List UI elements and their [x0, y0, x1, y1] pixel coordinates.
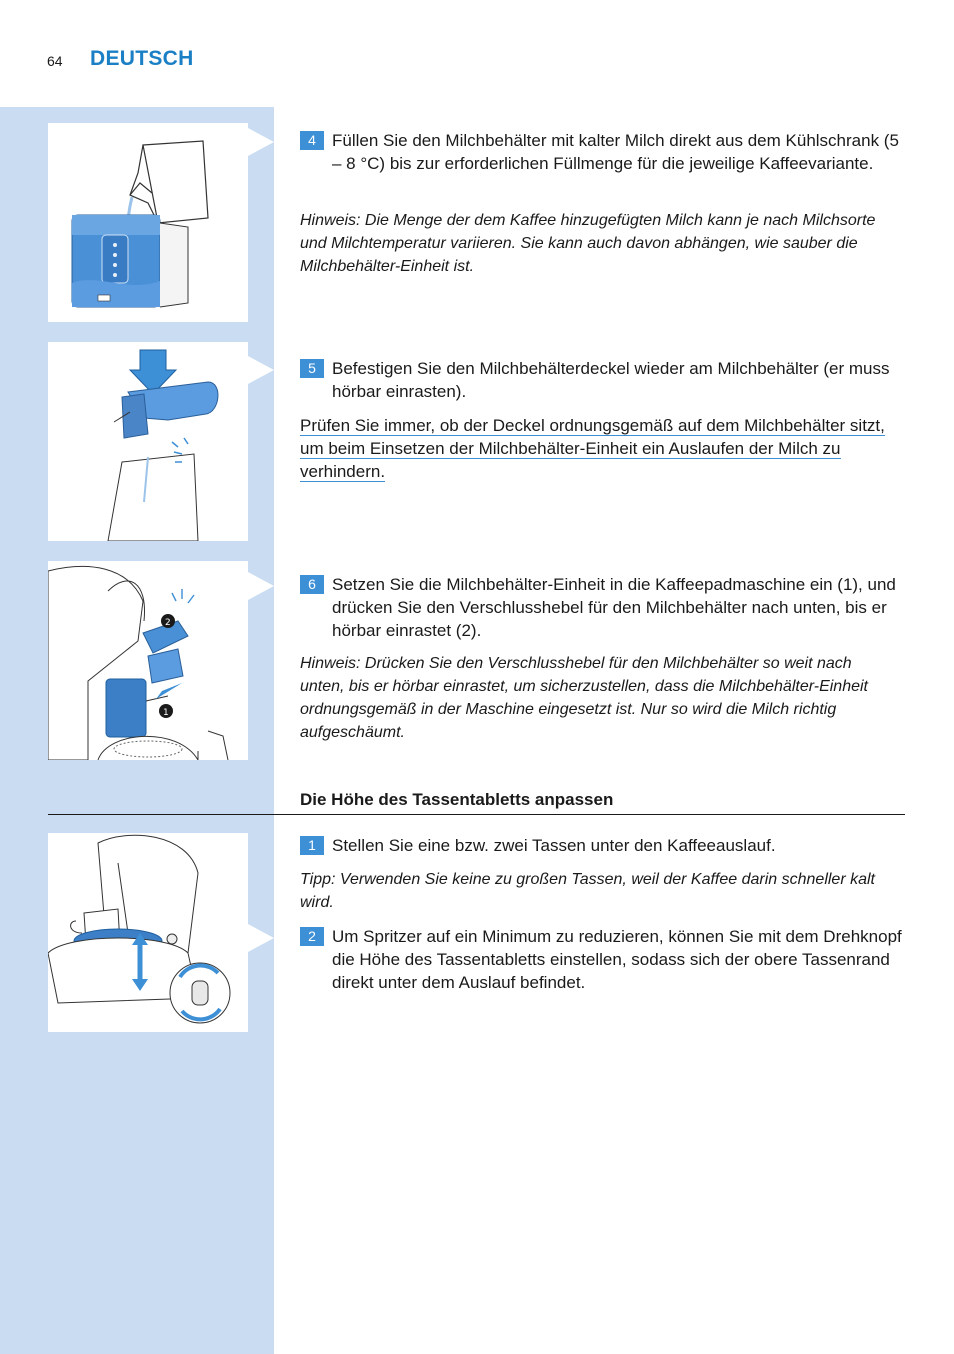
step-number: 4	[300, 131, 324, 150]
step-2	[300, 925, 905, 994]
section-divider	[48, 814, 905, 815]
figure-pointer	[248, 572, 274, 600]
step-text: Füllen Sie den Milchbehälter mit kalter Milch direkt aus dem Kühlschrank (5 – 8 °C) bis zur erforderlichen Füllmenge für die jeweilige Kaffeevariante.	[332, 131, 899, 173]
milk-carton-illustration	[48, 123, 248, 322]
figure-attach-lid	[48, 342, 248, 541]
section-heading: Die Höhe des Tassentabletts anpassen	[300, 790, 614, 809]
note-4: Hinweis: Die Menge der dem Kaffee hinzugefügten Milch kann je nach Milchsorte und Milchtemperatur variieren. Sie kann auch davon abhängen, wie sauber die Milchbehälter-Einheit ist.	[300, 212, 876, 275]
lid-illustration	[48, 342, 248, 541]
note-6: Hinweis: Drücken Sie den Verschlusshebel für den Milchbehälter so weit nach unten, bis er hörbar einrastet, um sicherzustellen, dass die Milchbehälter-Einheit ordnungsgemäß in der Maschine eingesetzt ist. Nur so wird die Milch richtig aufgeschäumt.	[300, 655, 868, 741]
figure-fill-milk	[48, 123, 248, 322]
callout-number: 1	[163, 708, 169, 718]
figure-cup-tray	[48, 833, 248, 1032]
step-text: Setzen Sie die Milchbehälter-Einheit in die Kaffeepadmaschine ein (1), und drücken Sie den Verschlusshebel für den Milchbehälter nach unten, bis er hörbar einrastet (2).	[332, 575, 896, 640]
figure-pointer	[248, 924, 274, 952]
step-text: Stellen Sie eine bzw. zwei Tassen unter den Kaffeeauslauf.	[332, 836, 776, 855]
step-5	[300, 357, 905, 403]
machine-insert-illustration	[48, 561, 248, 760]
step-6	[300, 573, 905, 642]
language-heading: DEUTSCH	[90, 47, 194, 70]
step-number: 2	[300, 927, 324, 946]
callout-number: 2	[165, 618, 171, 628]
figure-pointer	[248, 128, 274, 156]
warning-5	[300, 414, 900, 483]
step-number: 5	[300, 359, 324, 378]
tip-1: Tipp: Verwenden Sie keine zu großen Tassen, weil der Kaffee darin schneller kalt wird.	[300, 871, 875, 911]
page-number: 64	[47, 53, 63, 69]
figure-pointer	[248, 356, 274, 384]
step-1	[300, 834, 905, 857]
step-number: 6	[300, 575, 324, 594]
warning-text: Prüfen Sie immer, ob der Deckel ordnungsgemäß auf dem Milchbehälter sitzt, um beim Einsetzen der Milchbehälter-Einheit ein Auslaufen der Milch zu verhindern.	[300, 416, 885, 481]
step-text: Um Spritzer auf ein Minimum zu reduzieren, können Sie mit dem Drehknopf die Höhe des Tassentabletts einstellen, sodass sich der obere Tassenrand direkt unter dem Auslauf befindet.	[332, 927, 902, 992]
figure-insert-unit	[48, 561, 248, 760]
step-text: Befestigen Sie den Milchbehälterdeckel wieder am Milchbehälter (er muss hörbar einrasten).	[332, 359, 890, 401]
step-number: 1	[300, 836, 324, 855]
step-4	[300, 129, 905, 175]
cup-tray-illustration	[48, 833, 248, 1032]
